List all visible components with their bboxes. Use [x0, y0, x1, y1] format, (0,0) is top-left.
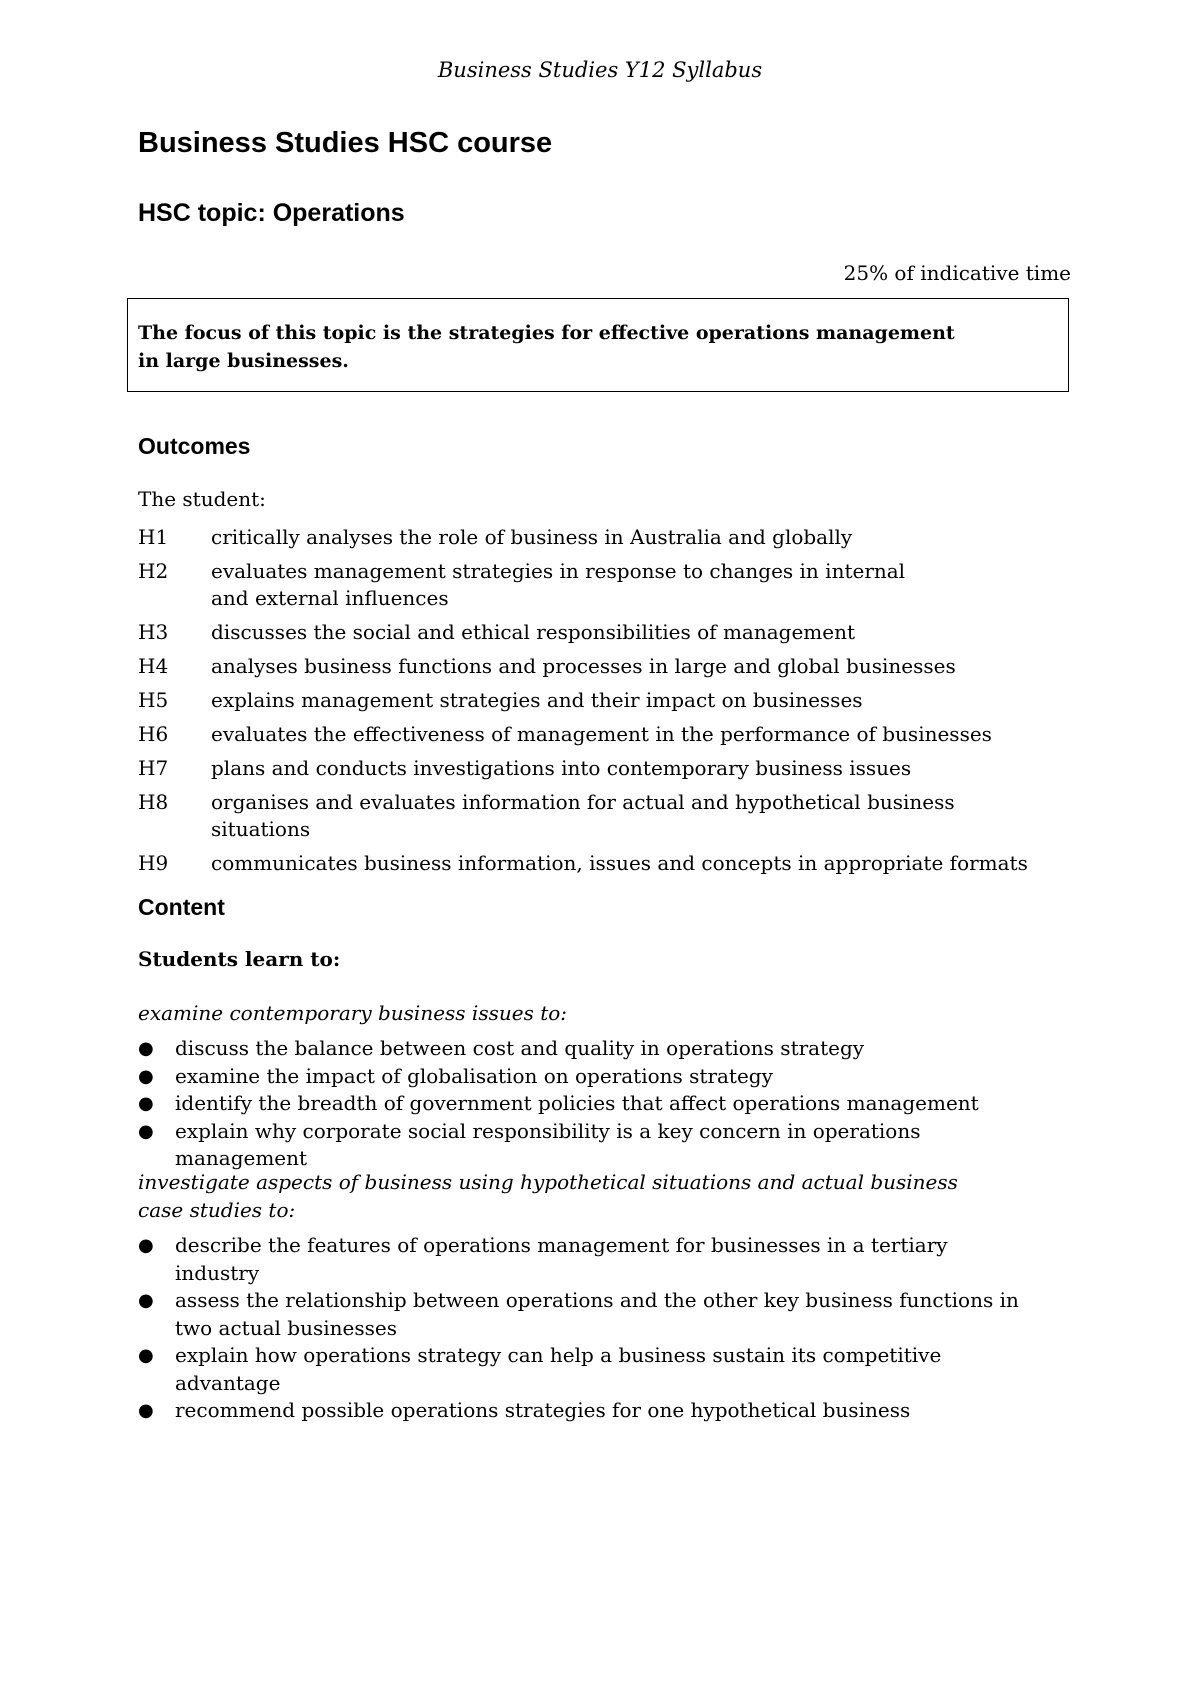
outcome-item	[138, 524, 1038, 551]
list-item	[138, 1063, 1038, 1091]
outcome-item	[138, 653, 1038, 680]
indicative-time: 25% of indicative time	[843, 261, 1071, 285]
focus-box	[127, 298, 1069, 392]
outcomes-heading: Outcomes	[138, 433, 251, 459]
outcome-text: evaluates the effectiveness of management in the performance of businesses	[211, 722, 992, 746]
list-item	[138, 1035, 1038, 1063]
content-group-heading: investigate aspects of business using hypothetical situations and actual business case studies to:	[138, 1170, 958, 1222]
outcome-text: organises and evaluates information for actual and hypothetical business situations	[211, 790, 955, 841]
outcome-item	[138, 619, 1038, 646]
list-item	[138, 1397, 1038, 1425]
outcome-code: H2	[138, 559, 169, 583]
outcomes-intro: The student:	[138, 487, 266, 511]
bullet-icon: ●	[138, 1038, 154, 1059]
list-item	[138, 1287, 1038, 1342]
bullet-icon: ●	[138, 1120, 154, 1142]
outcome-code: H8	[138, 790, 169, 814]
topic-title: HSC topic: Operations	[138, 199, 405, 227]
outcome-item	[138, 789, 1038, 843]
outcome-item	[138, 721, 1038, 748]
content-heading: Content	[138, 894, 225, 920]
outcomes-list	[138, 524, 1038, 884]
list-item	[138, 1232, 1038, 1287]
content-group-heading: examine contemporary business issues to:	[138, 1001, 568, 1025]
list-item	[138, 1090, 1038, 1118]
outcome-code: H7	[138, 756, 169, 780]
focus-statement: The focus of this topic is the strategies for effective operations management in large businesses.	[138, 322, 955, 372]
content-bullet-list	[138, 1035, 1038, 1173]
outcome-code: H1	[138, 525, 169, 549]
outcome-item	[138, 687, 1038, 714]
outcome-text: analyses business functions and processes in large and global businesses	[211, 654, 956, 678]
content-bullet-list	[138, 1232, 1038, 1425]
students-learn-heading: Students learn to:	[138, 947, 341, 971]
bullet-text: discuss the balance between cost and quality in operations strategy	[175, 1036, 865, 1060]
bullet-text: assess the relationship between operations and the other key business functions in two actual businesses	[175, 1288, 1019, 1340]
outcome-text: communicates business information, issues and concepts in appropriate formats	[211, 851, 1028, 875]
outcome-code: H6	[138, 722, 169, 746]
bullet-icon: ●	[138, 1345, 154, 1366]
outcome-code: H5	[138, 688, 169, 712]
outcome-item	[138, 558, 1038, 612]
bullet-icon: ●	[138, 1290, 154, 1311]
outcome-text: discusses the social and ethical responsibilities of management	[211, 620, 855, 644]
outcome-item	[138, 755, 1038, 782]
list-item	[138, 1342, 1038, 1397]
list-item	[138, 1118, 1038, 1173]
outcome-item	[138, 850, 1038, 877]
outcome-code: H3	[138, 620, 169, 644]
bullet-icon: ●	[138, 1400, 154, 1421]
bullet-text: explain how operations strategy can help a business sustain its competitive advantage	[175, 1343, 942, 1395]
bullet-icon: ●	[138, 1065, 154, 1087]
bullet-icon: ●	[138, 1235, 154, 1256]
outcome-text: plans and conducts investigations into contemporary business issues	[211, 756, 912, 780]
bullet-text: identify the breadth of government policies that affect operations management	[175, 1091, 979, 1115]
outcome-code: H4	[138, 654, 169, 678]
bullet-text: examine the impact of globalisation on operations strategy	[175, 1063, 773, 1088]
bullet-text: describe the features of operations management for businesses in a tertiary industry	[175, 1233, 948, 1285]
outcome-code: H9	[138, 851, 169, 875]
outcome-text: evaluates management strategies in response to changes in internal and external influences	[211, 559, 906, 610]
bullet-text: explain why corporate social responsibility is a key concern in operations management	[175, 1118, 921, 1170]
course-title: Business Studies HSC course	[138, 127, 553, 159]
running-header: Business Studies Y12 Syllabus	[437, 58, 763, 82]
bullet-text: recommend possible operations strategies for one hypothetical business	[175, 1398, 911, 1422]
outcome-text: explains management strategies and their impact on businesses	[211, 688, 863, 712]
bullet-icon: ●	[138, 1093, 154, 1114]
outcome-text: critically analyses the role of business in Australia and globally	[211, 525, 853, 549]
